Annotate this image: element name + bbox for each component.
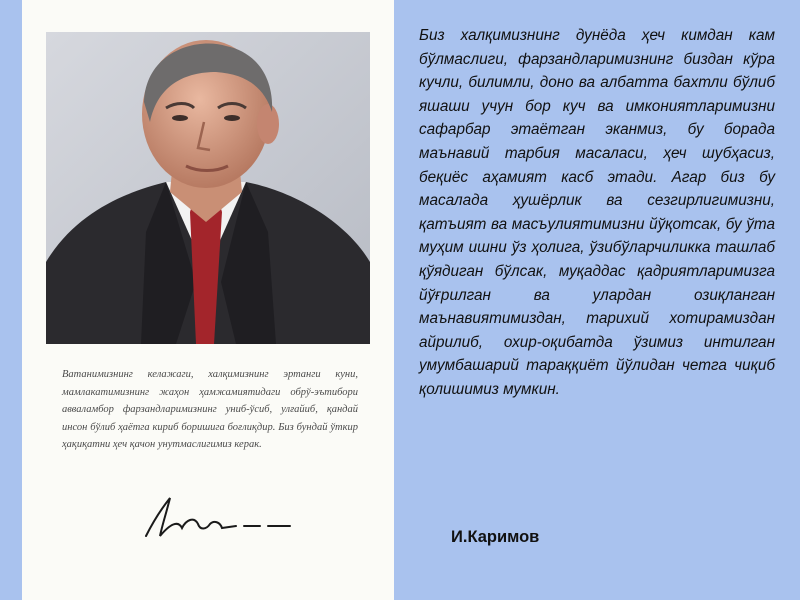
author-name: И.Каримов — [451, 528, 540, 546]
caption-text: Ватанимизнинг келажаги, халқимизнинг эртанги куни, мамлакатимизнинг жаҳон ҳамжамиятидаги обрў-эътибори авваламбор фарзандларимизнинг униб-ўсиб, улғайиб, қандай инсон бўлиб ҳаётга кириб боришига боғлиқдир. Биз бундай ўткир ҳақиқатни ҳеч қачон унутмаслигимиз керак. — [62, 369, 358, 450]
portrait-photo — [46, 32, 370, 344]
quote-text: Биз халқимизнинг дунёда ҳеч кимдан кам бўлмаслиги, фарзандларимизнинг биздан кўра кучли, билимли, доно ва албатта бахтли бўлиб яшаши учун бор куч ва имкониятларимизни сафарбар этаётган эканмиз, бу борада маънавий тарбия масаласи, ҳеч шубҳасиз, беқиёс аҳамият касб этади. Агар биз бу масалада ҳушёрлик ва сезгирлигимизни, қатъият ва масъулиятимизни йўқотсак, бу ўта муҳим ишни ўз ҳолига, ўзибўларчиликка ташлаб қўядиган бўлсак, муқаддас қадриятларимизга йўғрилган ва улардан озиқланган маънавиятимиздан, тарихий хотирамиздан айрилиб, охир-оқибатда ўзимиз интилган умумбашарий тараққиёт йўлидан четга чиқиб қолишимиз мумкин. — [419, 27, 775, 398]
book-page-card — [22, 0, 394, 600]
signature-image — [140, 490, 300, 546]
